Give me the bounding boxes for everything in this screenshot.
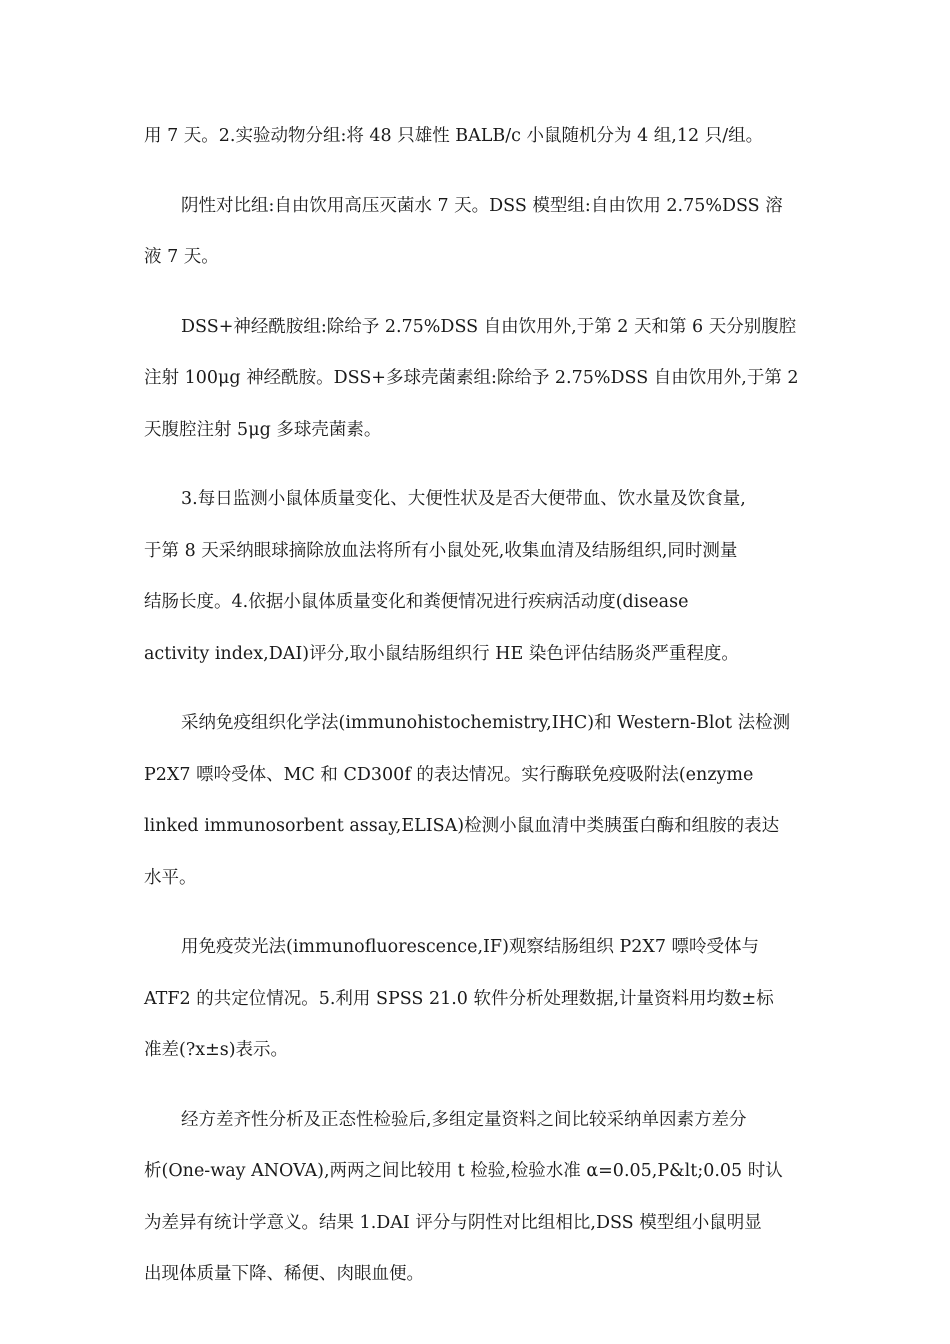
paragraph-3 <box>144 302 812 457</box>
paragraph-4 <box>144 474 812 680</box>
text-line: 注射 100μg 神经酰胺。DSS+多球壳菌素组:除给予 2.75%DSS 自由饮用外,于第 2 <box>144 368 799 388</box>
document-body <box>144 111 812 1301</box>
text-line: 析(One-way ANOVA),两两之间比较用 t 检验,检验水准 α=0.05,P&lt;0.05 时认 <box>144 1161 783 1181</box>
text-line: 天腹腔注射 5μg 多球壳菌素。 <box>144 419 382 440</box>
paragraph-1 <box>144 111 812 163</box>
text-line: P2X7 嘌呤受体、MC 和 CD300f 的表达情况。实行酶联免疫吸附法(enzyme <box>144 764 754 785</box>
text-line: 用 7 天。2.实验动物分组:将 48 只雄性 BALB/c 小鼠随机分为 4 组,12 只/组。 <box>144 126 764 146</box>
paragraph-2 <box>144 181 812 284</box>
text-line: linked immunosorbent assay,ELISA)检测小鼠血清中类胰蛋白酶和组胺的表达 <box>144 816 780 836</box>
text-line: activity index,DAI)评分,取小鼠结肠组织行 HE 染色评估结肠炎严重程度。 <box>144 643 739 664</box>
paragraph-5 <box>144 698 812 904</box>
paragraph-6 <box>144 922 812 1077</box>
text-line: 3.每日监测小鼠体质量变化、大便性状及是否大便带血、饮水量及饮食量, <box>181 489 746 509</box>
text-line: 阴性对比组:自由饮用高压灭菌水 7 天。DSS 模型组:自由饮用 2.75%DSS 溶 <box>181 195 783 216</box>
text-line: 用免疫荧光法(immunofluorescence,IF)观察结肠组织 P2X7 嘌呤受体与 <box>181 937 760 957</box>
text-line: 准差(?x±s)表示。 <box>144 1040 289 1060</box>
text-line: 液 7 天。 <box>144 247 219 267</box>
text-line: 经方差齐性分析及正态性检验后,多组定量资料之间比较采纳单因素方差分 <box>181 1109 747 1130</box>
text-line: DSS+神经酰胺组:除给予 2.75%DSS 自由饮用外,于第 2 天和第 6 天分别腹腔 <box>181 316 797 337</box>
text-line: 出现体质量下降、稀便、肉眼血便。 <box>144 1264 424 1284</box>
text-line: 结肠长度。4.依据小鼠体质量变化和粪便情况进行疾病活动度(disease <box>144 592 689 612</box>
text-line: 水平。 <box>144 867 197 888</box>
text-line: 采纳免疫组织化学法(immunohistochemistry,IHC)和 Western-Blot 法检测 <box>181 713 791 733</box>
paragraph-7 <box>144 1095 812 1301</box>
text-line: ATF2 的共定位情况。5.利用 SPSS 21.0 软件分析处理数据,计量资料用均数±标 <box>144 988 774 1009</box>
text-line: 于第 8 天采纳眼球摘除放血法将所有小鼠处死,收集血清及结肠组织,同时测量 <box>144 540 738 561</box>
text-line: 为差异有统计学意义。结果 1.DAI 评分与阴性对比组相比,DSS 模型组小鼠明显 <box>144 1212 762 1233</box>
